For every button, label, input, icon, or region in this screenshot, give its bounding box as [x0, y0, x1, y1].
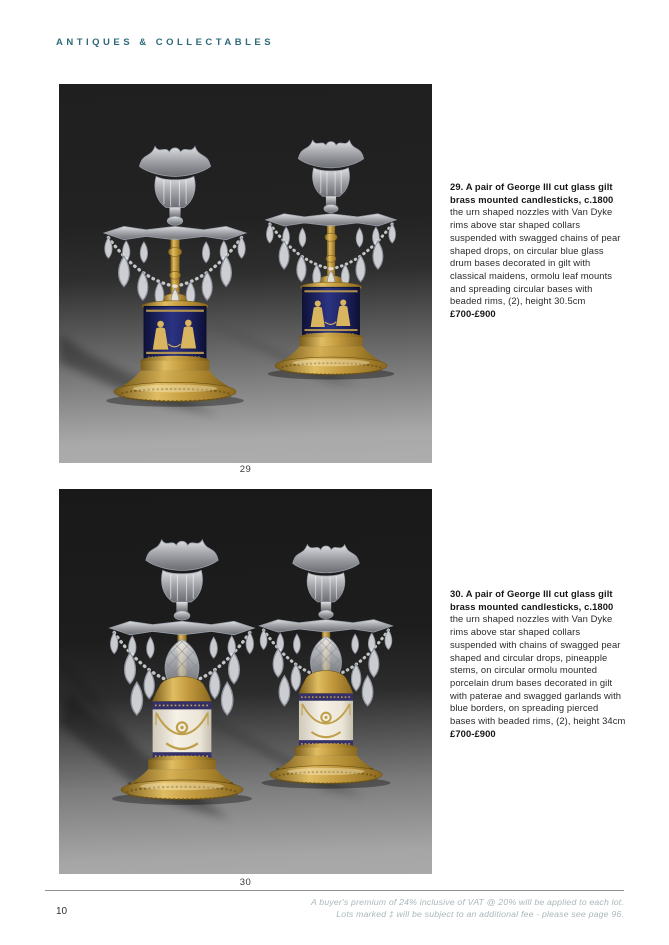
page-number: 10	[56, 906, 68, 917]
lot-30-description-block	[450, 588, 626, 740]
candlesticks-porcelain-illustration	[59, 489, 432, 874]
buyers-premium-line1: A buyer's premium of 24% inclusive of VAT @ 20% will be applied to each lot.	[311, 897, 624, 907]
candlesticks-blue-illustration	[59, 84, 432, 463]
lot-30-body: the urn shaped nozzles with Van Dyke rims above star shaped collars suspended with chains of swagged pear shaped and circular drops, pineapple stems, on circular ormolu mounted porcelain drum bases decorated in gilt with paterae and swagged garlands with blue borders, on spreading pierced bases with beaded rims, (2), height 34cm	[450, 613, 626, 727]
buyers-premium-note	[194, 897, 624, 920]
lot-30-photo-caption: 30	[239, 877, 252, 888]
lot-29-title: 29. A pair of George III cut glass gilt brass mounted candlesticks, c.1800	[450, 181, 614, 205]
section-header: ANTIQUES & COLLECTABLES	[56, 37, 275, 48]
footer-divider	[45, 890, 624, 891]
lot-29-body: the urn shaped nozzles with Van Dyke rims above star shaped collars suspended with swagged chains of pear shaped drops, on circular blue glass drum bases decorated in gilt with classical maidens, ormolu leaf mounts and spreading circular bases with beaded rims, (2), height 30.5cm	[450, 206, 621, 307]
lot-29-estimate: £700-£900	[450, 308, 496, 320]
buyers-premium-line2: Lots marked ‡ will be subject to an additional fee - please see page 96.	[336, 908, 624, 919]
lot-29-photo-caption: 29	[239, 464, 252, 475]
lot-30-title: 30. A pair of George III cut glass gilt brass mounted candlesticks, c.1800	[450, 588, 614, 612]
lot-30-photo	[59, 489, 432, 874]
lot-30-estimate: £700-£900	[450, 727, 496, 739]
lot-29-photo	[59, 84, 432, 463]
lot-29-description-block	[450, 181, 626, 321]
